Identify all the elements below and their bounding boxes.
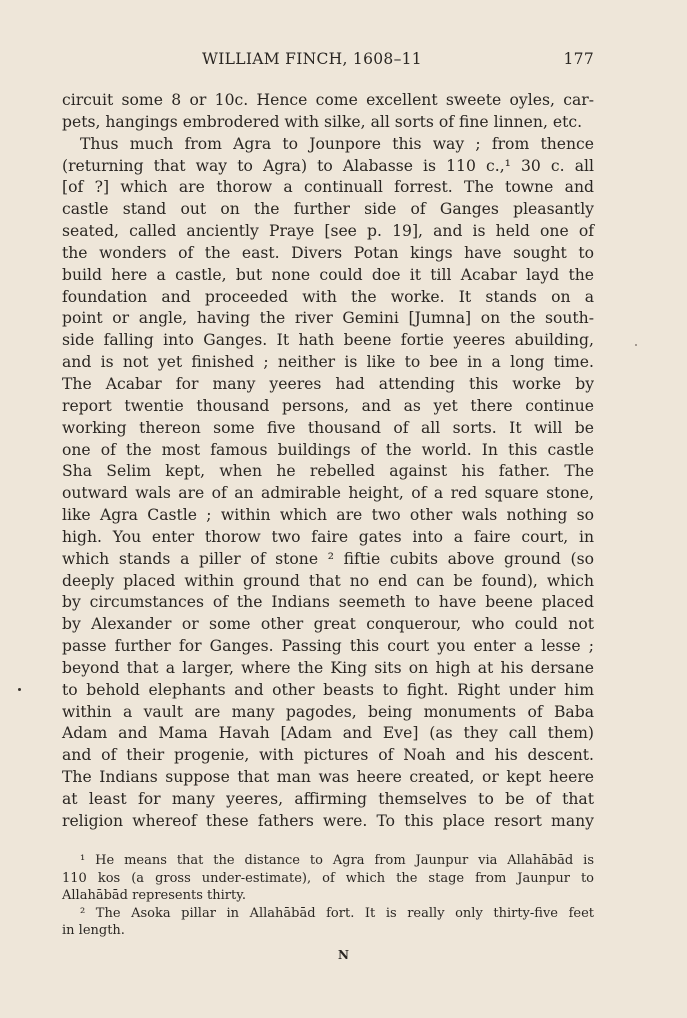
body-line: report twentie thousand persons, and as yet there continue [62,396,594,415]
body-line: and of their progenie, with pictures of Noah and his descent. [62,746,594,765]
footnote-line: in length. [62,923,125,939]
body-line: religion whereof these fathers were. To this place resort many [62,811,594,830]
page-header [62,50,594,72]
footnote-line: Allahābād represents thirty. [62,888,246,904]
body-line: high. You enter thorow two faire gates into a faire court, in [62,527,594,546]
body-line: deeply placed within ground that no end can be found), which [62,571,594,590]
footnote-line: 110 kos (a gross under-estimate), of which the stage from Jaunpur to [62,870,594,886]
body-line: Adam and Mama Havah [Adam and Eve] (as they call them) [62,724,594,743]
body-line: working thereon some five thousand of all sorts. It will be [62,418,594,437]
footnote-line: ² The Asoka pillar in Allahābād fort. It is really only thirty-five feet [80,905,594,921]
body-line: foundation and proceeded with the worke. It stands on a [62,287,594,306]
body-line: beyond that a larger, where the King sits on high at his dersane [62,658,594,677]
body-line: which stands a piller of stone ² fiftie cubits above ground (so [62,549,594,568]
body-line: side falling into Ganges. It hath beene fortie yeeres abuilding, [62,331,594,350]
body-line: circuit some 8 or 10c. Hence come excellent sweete oyles, car- [62,91,594,109]
body-line: within a vault are many pagodes, being monuments of Baba [62,702,594,721]
footnote-line: ¹ He means that the distance to Agra from Jaunpur via Allahābād is [80,853,594,868]
body-line: (returning that way to Agra) to Alabasse is 110 c.,¹ 30 c. all [62,156,594,175]
body-line: build here a castle, but none could doe it till Acabar layd the [62,265,594,284]
body-line: The Indians suppose that man was heere created, or kept heere [62,768,594,787]
body-line: [of ?] which are thorow a continuall forrest. The towne and [62,178,594,197]
body-line: Sha Selim kept, when he rebelled against his father. The [62,462,594,481]
body-line: Thus much from Agra to Jounpore this way ; from thence [80,134,594,153]
body-line: by Alexander or some other great conquerour, who could not [62,615,594,634]
body-line: by circumstances of the Indians seemeth to have beene placed [62,593,594,612]
body-line: outward wals are of an admirable height, of a red square stone, [62,484,594,503]
page-number: 177 [563,50,594,68]
body-line: and is not yet finished ; neither is like to bee in a long time. [62,353,594,372]
body-line: castle stand out on the further side of Ganges pleasantly [62,200,594,219]
body-line: seated, called anciently Praye [see p. 19], and is held one of [62,222,594,241]
body-line: like Agra Castle ; within which are two other wals nothing so [62,506,594,525]
body-line: passe further for Ganges. Passing this court you enter a lesse ; [62,637,594,656]
body-line: to behold elephants and other beasts to fight. Right under him [62,680,594,699]
footnotes [62,852,594,940]
body-line: The Acabar for many yeeres had attending this worke by [62,374,594,393]
body-line: the wonders of the east. Divers Potan kings have sought to [62,243,594,262]
body-text [62,90,594,833]
body-line: point or angle, having the river Gemini [Jumna] on the south- [62,309,594,328]
body-line: one of the most famous buildings of the world. In this castle [62,440,594,459]
body-line: at least for many yeeres, affirming themselves to be of that [62,790,594,808]
body-line: pets, hangings embrodered with silke, all sorts of fine linnen, etc. [62,112,583,131]
paper-speck [635,344,637,346]
margin-dot [18,688,21,691]
signature-mark: N [338,948,349,962]
running-head: WILLIAM FINCH, 1608–11 [202,50,422,68]
